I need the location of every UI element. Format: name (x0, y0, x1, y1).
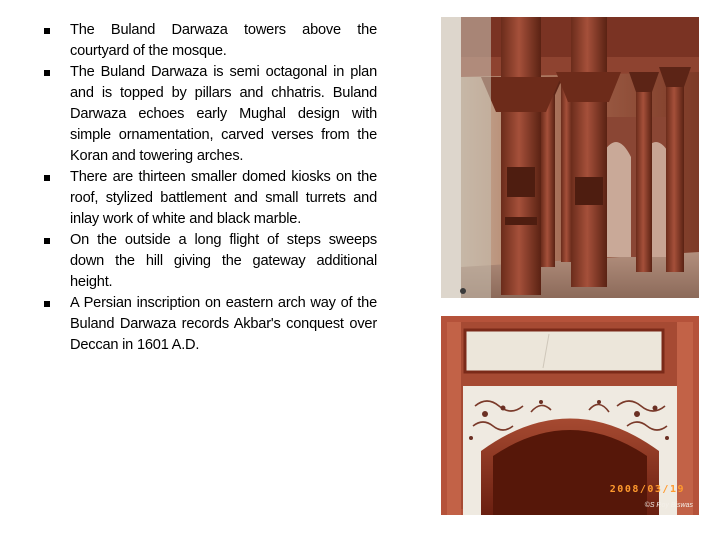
bullet-square-icon (44, 28, 50, 34)
bullet-text: The Buland Darwaza towers above the courtyard of the mosque. (70, 22, 377, 59)
pillared-hall-illustration (441, 17, 699, 298)
photo-date-stamp: 2008/03/19 (609, 484, 685, 495)
inlay-arch-photo (441, 316, 699, 515)
bullet-square-icon (44, 70, 50, 76)
bullet-list (44, 20, 377, 356)
bullet-item (44, 293, 377, 356)
bullet-item (44, 230, 377, 293)
bullet-square-icon (44, 301, 50, 307)
bullet-text: A Persian inscription on eastern arch way of the Buland Darwaza records Akbar's conquest over Deccan in 1601 A.D. (70, 295, 377, 353)
bullet-item (44, 62, 377, 167)
bullet-text: On the outside a long flight of steps sweeps down the hill giving the gateway additional height. (70, 232, 377, 290)
photo-credit: ©S Roy Biswas (644, 502, 693, 509)
pillared-hall-photo (441, 17, 699, 298)
bullet-item (44, 167, 377, 230)
bullet-text: The Buland Darwaza is semi octagonal in plan and is topped by pillars and chhatris. Buland Darwaza echoes early Mughal design with simple ornamentation, carved verses from the Koran and towering arches. (70, 64, 377, 164)
bullet-text: There are thirteen smaller domed kiosks on the roof, stylized battlement and small turrets and inlay work of white and black marble. (70, 169, 377, 227)
bullet-square-icon (44, 238, 50, 244)
bullet-square-icon (44, 175, 50, 181)
bullet-item (44, 20, 377, 62)
